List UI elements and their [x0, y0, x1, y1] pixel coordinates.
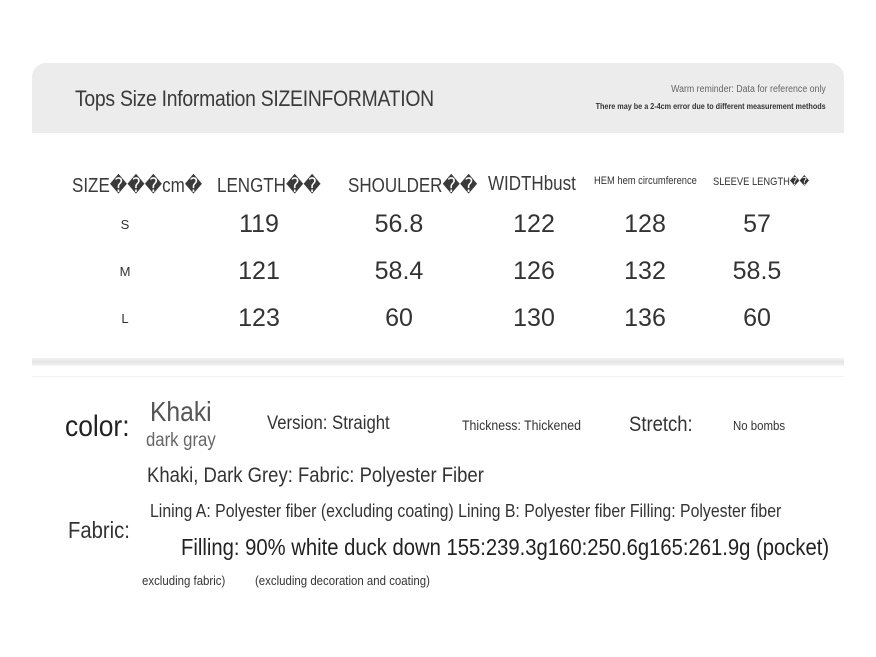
width-cell: 126 [513, 257, 555, 285]
header-banner [32, 63, 844, 133]
stretch-label: Stretch: [629, 413, 693, 436]
header-length: LENGTH�� [217, 175, 321, 197]
version-info: Version: Straight [267, 413, 390, 434]
color-value-khaki: Khaki [150, 396, 212, 427]
header-hem: HEM hem circumference [594, 175, 697, 187]
width-cell: 122 [513, 210, 555, 238]
thickness-info: Thickness: Thickened [462, 417, 581, 433]
sleeve-cell: 58.5 [732, 257, 782, 285]
header-shoulder: SHOULDER�� [348, 175, 478, 197]
size-cell: S [120, 217, 130, 232]
shoulder-cell: 60 [385, 304, 413, 332]
section-divider [32, 358, 844, 366]
stretch-value: No bombs [733, 418, 786, 433]
table-row [0, 257, 876, 303]
hem-cell: 128 [624, 210, 666, 238]
fabric-line-filling: Filling: 90% white duck down 155:239.3g160:250.6g165:261.9g (pocket) [181, 534, 830, 560]
fabric-line-main: Khaki, Dark Grey: Fabric: Polyester Fiber [147, 464, 484, 487]
header-width: WIDTHbust [488, 173, 576, 195]
fabric-note-a: excluding fabric) [142, 573, 226, 588]
length-cell: 123 [238, 304, 280, 332]
size-cell: L [121, 311, 129, 326]
fabric-label: Fabric: [68, 517, 130, 543]
hem-cell: 136 [624, 304, 666, 332]
length-cell: 121 [238, 257, 280, 285]
header-size: SIZE���cm� [72, 175, 203, 197]
table-row [0, 210, 876, 256]
sleeve-cell: 57 [743, 210, 771, 238]
banner-title: Tops Size Information SIZEINFORMATION [75, 86, 434, 111]
size-cell: M [119, 264, 131, 279]
error-note: There may be a 2-4cm error due to different measurement methods [595, 101, 826, 111]
length-cell: 119 [239, 210, 279, 238]
color-value-dark-gray: dark gray [146, 430, 216, 451]
header-sleeve: SLEEVE LENGTH�� [713, 176, 810, 188]
section-divider-line [32, 376, 844, 377]
sleeve-cell: 60 [743, 304, 771, 332]
color-label: color: [65, 410, 130, 443]
hem-cell: 132 [624, 257, 666, 285]
fabric-line-lining: Lining A: Polyester fiber (excluding coating) Lining B: Polyester fiber Filling: Polyester fiber [150, 501, 782, 521]
reminder-note: Warm reminder: Data for reference only [671, 84, 826, 95]
shoulder-cell: 58.4 [374, 257, 424, 285]
table-row [0, 304, 876, 350]
shoulder-cell: 56.8 [374, 210, 424, 238]
width-cell: 130 [513, 304, 555, 332]
fabric-note-b: (excluding decoration and coating) [255, 573, 430, 588]
